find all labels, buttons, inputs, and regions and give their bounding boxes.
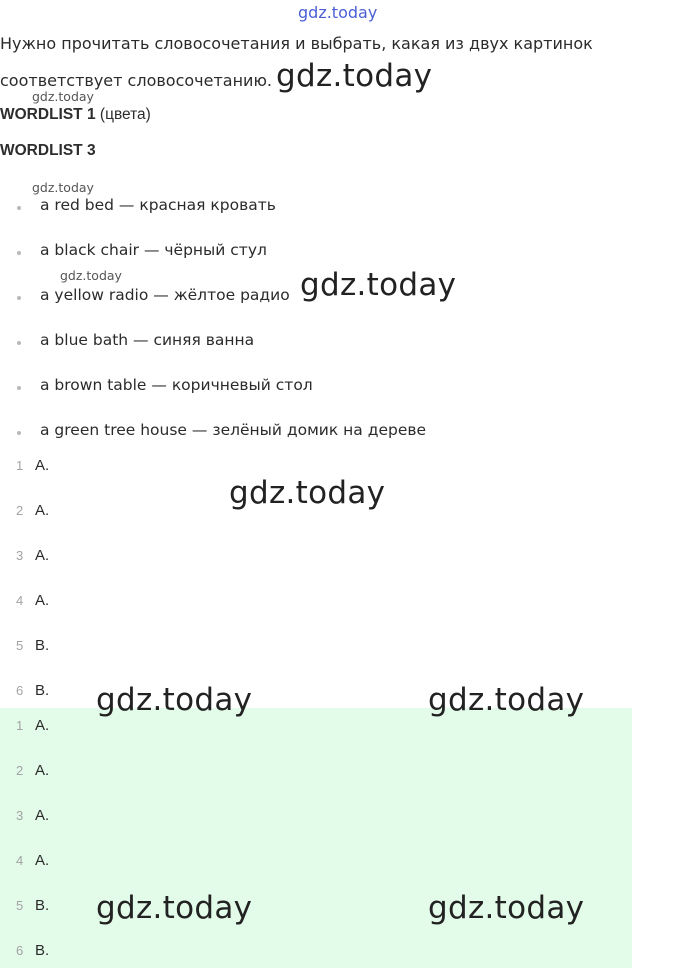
list-item: a yellow radio — жёлтое радио	[40, 286, 290, 304]
watermark: gdz.today	[96, 682, 253, 718]
watermark: gdz.today	[229, 475, 386, 511]
answer-number: 3	[16, 808, 24, 823]
answer-letter: B.	[35, 637, 50, 654]
answer-number: 4	[16, 853, 24, 868]
answer-letter: A.	[35, 592, 50, 609]
bullet	[17, 251, 21, 255]
watermark: gdz.today	[276, 58, 433, 94]
answer-letter: B.	[35, 942, 50, 959]
answer-number: 1	[16, 458, 24, 473]
bullet	[17, 431, 21, 435]
bullet	[17, 296, 21, 300]
list-item: a green tree house — зелёный домик на дереве	[40, 421, 427, 439]
answer-letter: A.	[35, 502, 50, 519]
answer-letter: B.	[35, 682, 50, 699]
watermark: gdz.today	[300, 267, 457, 303]
answer-number: 5	[16, 638, 24, 653]
answer-letter: B.	[35, 897, 50, 914]
answer-number: 2	[16, 763, 24, 778]
bullet	[17, 386, 21, 390]
wordlist-1-title: WORDLIST 1	[0, 106, 96, 123]
answer-number: 3	[16, 548, 24, 563]
bullet	[17, 341, 21, 345]
bullet	[17, 206, 21, 210]
answer-number: 5	[16, 898, 24, 913]
watermark: gdz.today	[96, 890, 253, 926]
answer-letter: A.	[35, 717, 50, 734]
instruction-line-2: соответствует словосочетанию.	[0, 71, 273, 90]
answer-letter: A.	[35, 852, 50, 869]
watermark: gdz.today	[32, 180, 94, 195]
answer-number: 6	[16, 943, 24, 958]
answer-number: 6	[16, 683, 24, 698]
wordlist-1-note: (цвета)	[99, 106, 151, 123]
answer-letter: A.	[35, 457, 50, 474]
list-item: a red bed — красная кровать	[40, 196, 276, 214]
wordlist-1-heading	[0, 106, 151, 124]
answer-letter: A.	[35, 807, 50, 824]
instruction-line-1: Нужно прочитать словосочетания и выбрать, какая из двух картинок	[0, 34, 593, 53]
highlighted-answers-panel	[0, 708, 632, 968]
watermark: gdz.today	[428, 682, 585, 718]
list-item: a brown table — коричневый стол	[40, 376, 313, 394]
answer-number: 4	[16, 593, 24, 608]
answer-number: 2	[16, 503, 24, 518]
answer-letter: A.	[35, 547, 50, 564]
top-watermark: gdz.today	[298, 3, 378, 22]
wordlist-3-heading: WORDLIST 3	[0, 142, 96, 159]
watermark: gdz.today	[60, 268, 122, 283]
watermark: gdz.today	[32, 89, 94, 104]
watermark: gdz.today	[428, 890, 585, 926]
list-item: a black chair — чёрный стул	[40, 241, 267, 259]
list-item: a blue bath — синяя ванна	[40, 331, 255, 349]
answer-letter: A.	[35, 762, 50, 779]
answer-number: 1	[16, 718, 24, 733]
